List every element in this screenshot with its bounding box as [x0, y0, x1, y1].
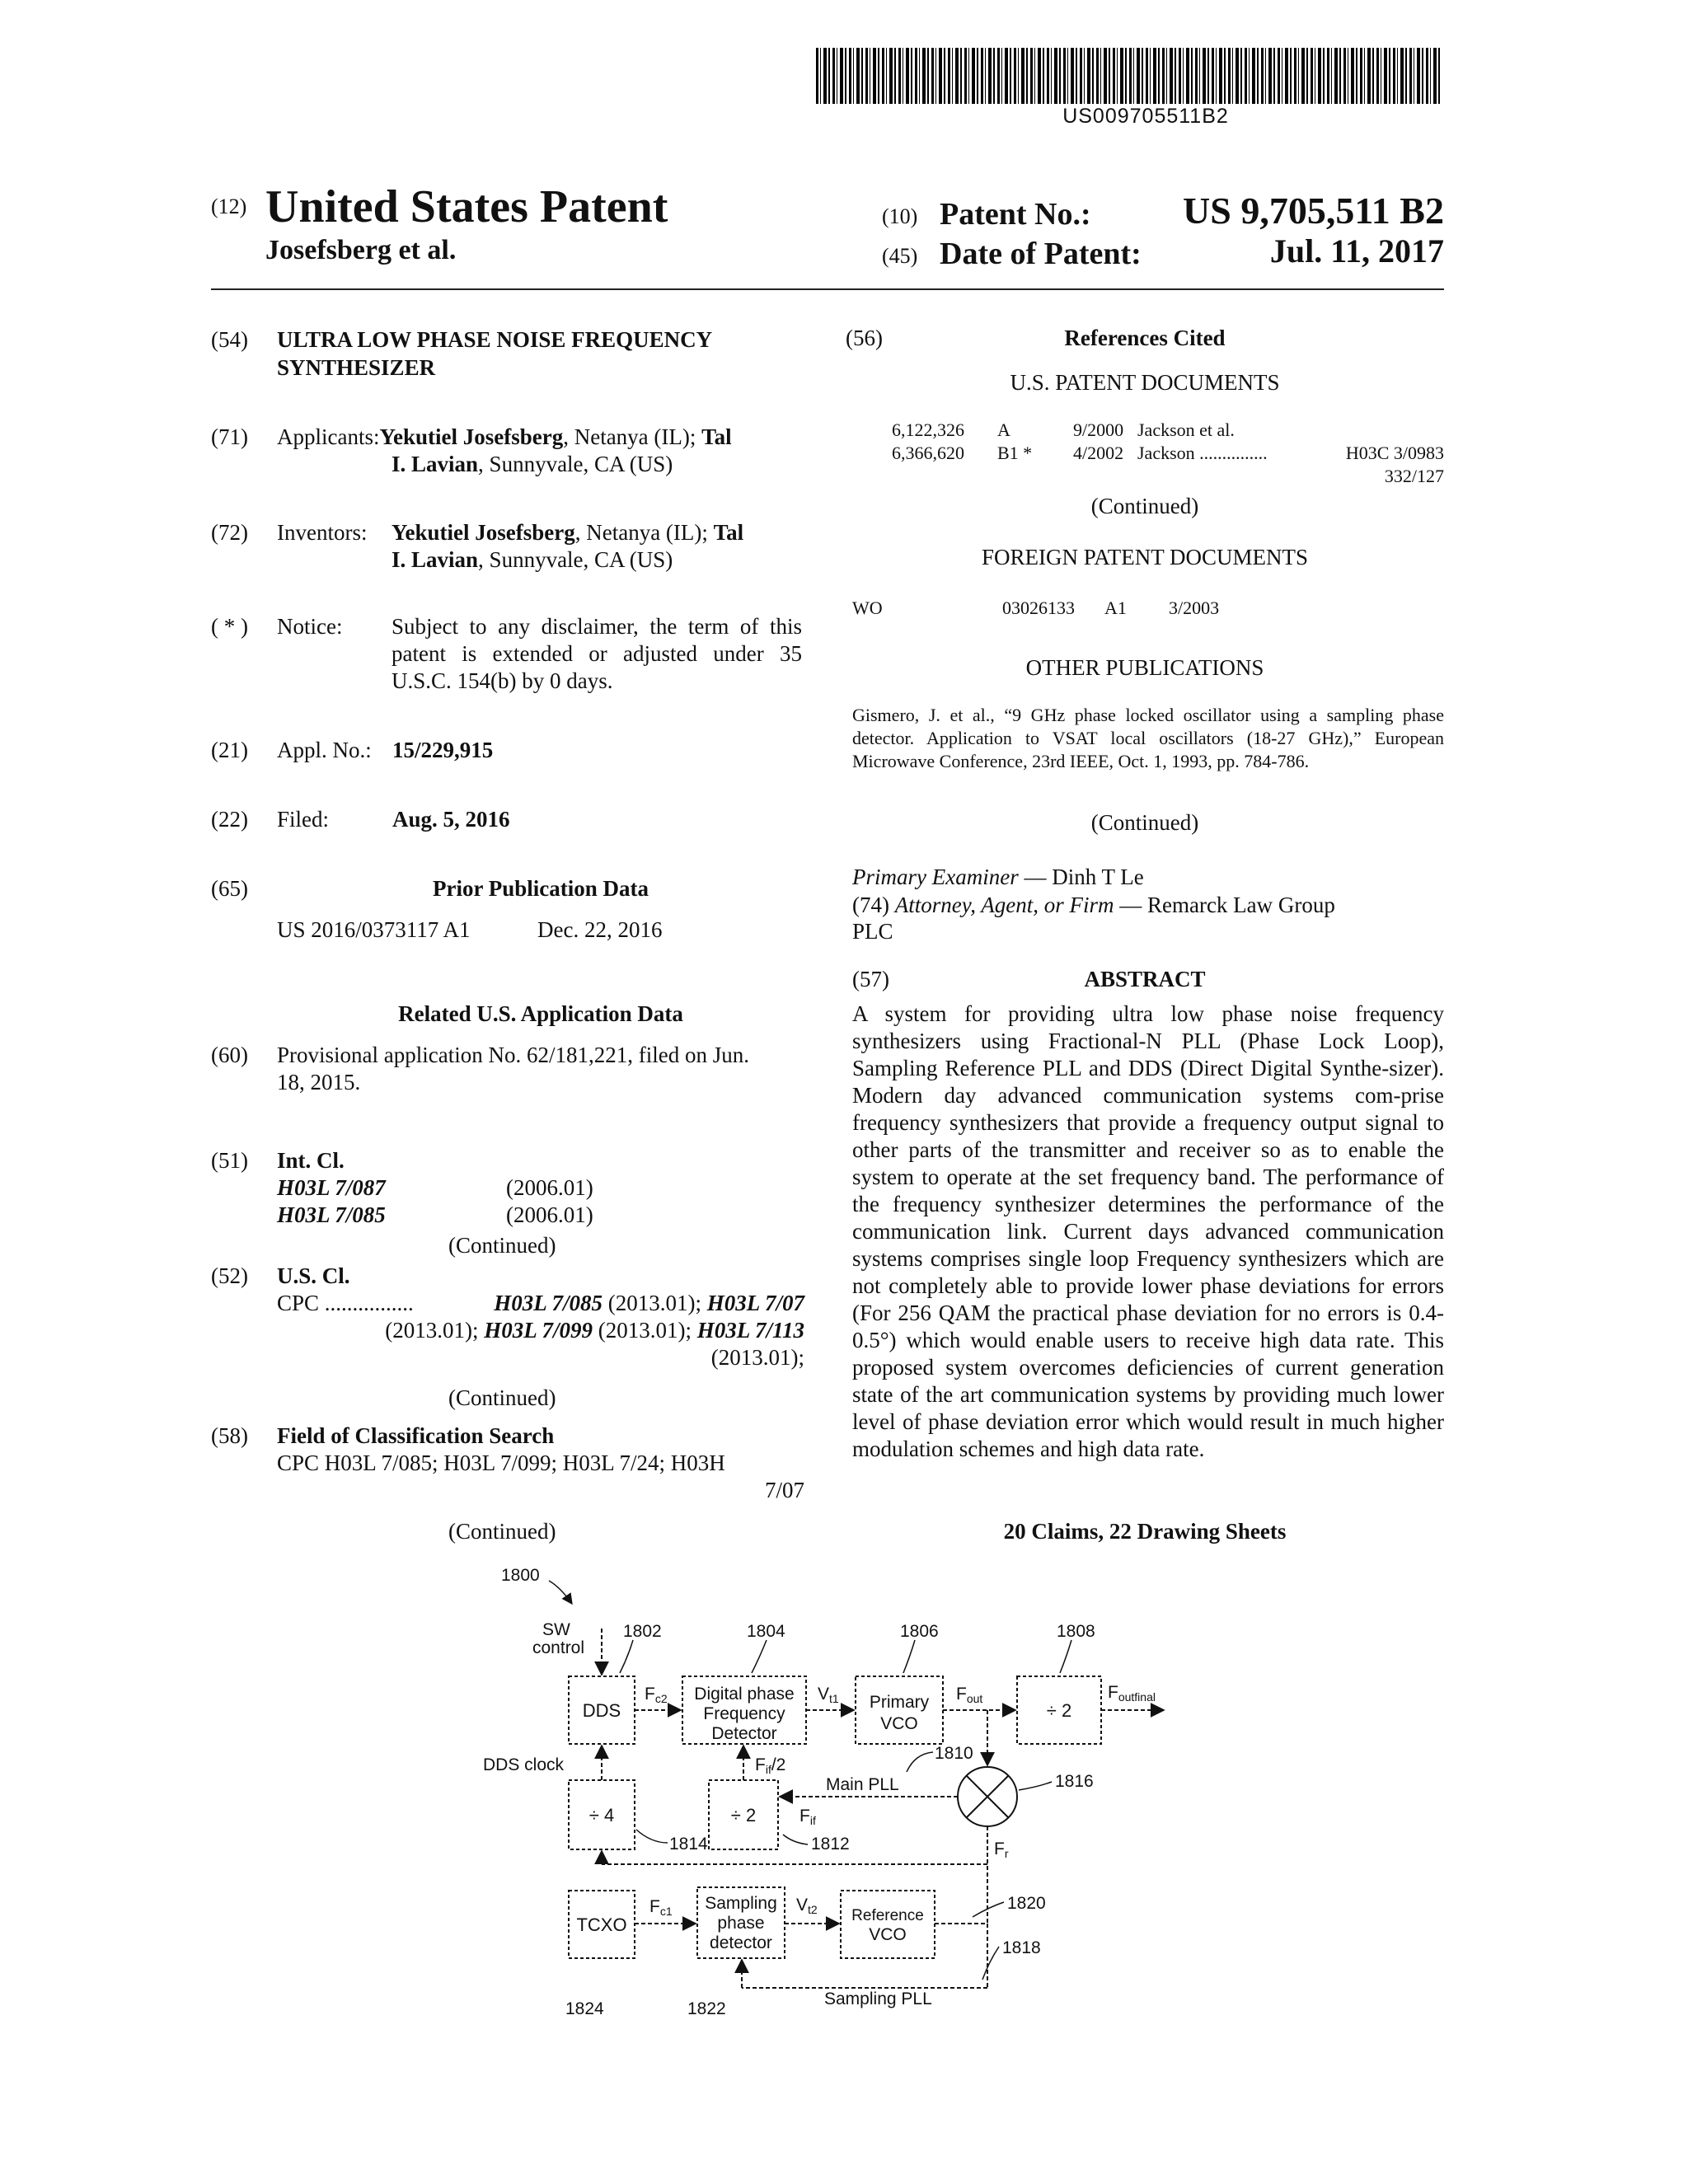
- us-cl-date-a1: (2013.01);: [603, 1291, 707, 1315]
- ref-1818: 1818: [1002, 1938, 1041, 1957]
- sw-control-label-1: SW: [542, 1620, 570, 1639]
- us-ref-kind: A: [997, 419, 1010, 440]
- code-51: (51): [211, 1148, 248, 1173]
- code-notice: ( * ): [211, 614, 248, 639]
- us-ref-name: Jackson et al.: [1137, 419, 1235, 440]
- us-cl-label: U.S. Cl.: [277, 1263, 350, 1288]
- prior-publication-number: US 2016/0373117 A1: [277, 917, 471, 942]
- reference-vco-label-1: Reference: [851, 1907, 924, 1924]
- inventors-label: Inventors:: [277, 520, 368, 545]
- applicant-1-name: Yekutiel Josefsberg: [379, 424, 564, 449]
- inventor-1-name: Yekutiel Josefsberg: [392, 520, 575, 545]
- int-cl-version-1: (2006.01): [506, 1175, 593, 1200]
- sampling-pll-label: Sampling PLL: [824, 1990, 932, 2008]
- applicants-label: Applicants:: [277, 424, 380, 449]
- us-ref-date: 4/2002: [1073, 443, 1124, 463]
- us-cl-date-b2: (2013.01);: [593, 1318, 697, 1343]
- patent-authors: Josefsberg et al.: [265, 235, 457, 265]
- inventor-1-location: , Netanya (IL);: [574, 520, 714, 545]
- reference-vco-block: [841, 1891, 935, 1958]
- phase-detector-label-3: Detector: [711, 1724, 777, 1743]
- field-search-line1: CPC H03L 7/085; H03L 7/099; H03L 7/24; H03H: [277, 1451, 725, 1475]
- us-cl-class-b2: H03L 7/099: [484, 1318, 593, 1343]
- code-52: (52): [211, 1263, 248, 1288]
- prior-publication-date: Dec. 22, 2016: [537, 917, 663, 942]
- phase-detector-label-2: Frequency: [703, 1704, 785, 1723]
- primary-vco-label-2: VCO: [880, 1714, 918, 1733]
- foreign-ref-number: 03026133: [1002, 598, 1075, 618]
- output-divider-label: ÷ 2: [1046, 1700, 1072, 1721]
- int-cl-class-2: H03L 7/085: [277, 1202, 386, 1227]
- code-60: (60): [211, 1043, 248, 1067]
- us-ref-number: 6,366,620: [892, 443, 964, 463]
- sw-control-label-2: control: [532, 1638, 585, 1657]
- provisional-line2: 18, 2015.: [277, 1070, 361, 1094]
- us-cl-class-a2: H03L 7/07: [706, 1291, 804, 1315]
- reference-vco-label-2: VCO: [869, 1925, 907, 1944]
- signal-fout-label: Fout: [956, 1685, 983, 1705]
- ref-1822: 1822: [687, 1999, 726, 2018]
- attorney-name: — Remarck Law Group: [1114, 893, 1335, 917]
- us-ref-kind: B1 *: [997, 443, 1033, 463]
- main-pll-label: Main PLL: [826, 1775, 899, 1794]
- signal-vt2-label: Vt2: [796, 1896, 818, 1916]
- field-search-continued: (Continued): [448, 1519, 556, 1544]
- applicant-2-name-a: Tal: [701, 424, 732, 449]
- applicant-1-location: , Netanya (IL);: [563, 424, 702, 449]
- barcode-number: US009705511B2: [1062, 105, 1229, 128]
- ref-1806: 1806: [900, 1622, 939, 1641]
- other-publications-heading: OTHER PUBLICATIONS: [1025, 655, 1264, 680]
- us-cl-continued: (Continued): [448, 1385, 556, 1410]
- int-cl-class-1: H03L 7/087: [277, 1175, 386, 1200]
- notice-text: Subject to any disclaimer, the term of this patent is extended or adjusted under 35 U.S.C. 154(b) by 0 days.: [392, 614, 802, 693]
- primary-vco-label-1: Primary: [869, 1693, 930, 1712]
- us-cl-date-c1: (2013.01);: [710, 1345, 804, 1370]
- foreign-ref-country: WO: [852, 598, 883, 618]
- us-ref-class: H03C 3/0983: [1345, 443, 1444, 463]
- prior-publication-heading: Prior Publication Data: [433, 876, 649, 901]
- us-ref-name: Jackson ...............: [1137, 443, 1268, 463]
- foreign-ref-date: 3/2003: [1169, 598, 1220, 618]
- applicant-2-name-b: I. Lavian: [392, 452, 479, 476]
- code-71: (71): [211, 424, 248, 449]
- invention-title-line1: ULTRA LOW PHASE NOISE FREQUENCY: [277, 327, 713, 352]
- ref-1814: 1814: [669, 1835, 708, 1854]
- date-of-patent: Jul. 11, 2017: [1269, 232, 1444, 269]
- invention-title-line2: SYNTHESIZER: [277, 355, 436, 380]
- code-72: (72): [211, 520, 248, 545]
- signal-vt1-label: Vt1: [818, 1685, 839, 1705]
- primary-examiner-label: Primary Examiner: [852, 865, 1019, 889]
- phase-detector-label-1: Digital phase: [694, 1685, 795, 1704]
- us-ref-number: 6,122,326: [892, 419, 964, 440]
- us-cl-class-a1: H03L 7/085: [494, 1291, 603, 1315]
- filed-label: Filed:: [277, 807, 330, 832]
- code-45: (45): [882, 244, 918, 268]
- code-65: (65): [211, 876, 248, 901]
- code-21: (21): [211, 738, 248, 762]
- applicant-2-location: , Sunnyvale, CA (US): [478, 452, 673, 476]
- us-ref-date: 9/2000: [1073, 419, 1124, 440]
- other-publication-text: Gismero, J. et al., “9 GHz phase locked oscillator using a sampling phase detector. Application to VSAT local oscillators (18-27 GHz),” European Microwave Conference, 23rd IEEE, Oct. 1, 1993, pp. 784-786.: [852, 705, 1444, 771]
- code-22: (22): [211, 807, 248, 832]
- abstract-heading: ABSTRACT: [1084, 967, 1206, 991]
- ref-1804: 1804: [747, 1622, 785, 1641]
- code-58: (58): [211, 1423, 248, 1448]
- related-data-heading: Related U.S. Application Data: [398, 1001, 683, 1026]
- code-12: (12): [211, 194, 247, 218]
- us-cl-cpc: CPC ................: [277, 1291, 414, 1315]
- field-search-line2: 7/07: [764, 1478, 804, 1502]
- primary-examiner-name: — Dinh T Le: [1018, 865, 1144, 889]
- figure-number: 1800: [501, 1566, 540, 1585]
- signal-fc1-label: Fc1: [649, 1897, 673, 1918]
- references-continued: (Continued): [1090, 494, 1199, 518]
- appl-no-label: Appl. No.:: [277, 738, 372, 762]
- patent-number: US 9,705,511 B2: [1183, 190, 1444, 232]
- inventor-2-name-a: Tal: [713, 520, 744, 545]
- ref-1816: 1816: [1055, 1772, 1094, 1791]
- div4-label: ÷ 4: [588, 1805, 615, 1825]
- notice-label: Notice:: [277, 614, 343, 639]
- references-cited-heading: References Cited: [1064, 326, 1226, 350]
- ref-1808: 1808: [1057, 1622, 1095, 1641]
- inventor-2-location: , Sunnyvale, CA (US): [478, 547, 673, 572]
- field-search-label: Field of Classification Search: [277, 1423, 555, 1448]
- signal-fr-label: Fr: [994, 1840, 1009, 1860]
- attorney-label: Attorney, Agent, or Firm: [894, 893, 1114, 917]
- code-54: (54): [211, 327, 248, 352]
- other-publications-continued: (Continued): [1090, 810, 1199, 835]
- int-cl-label: Int. Cl.: [277, 1148, 345, 1173]
- date-of-patent-label: Date of Patent:: [940, 237, 1142, 271]
- tcxo-label: TCXO: [576, 1915, 627, 1935]
- mixer-cross: [967, 1776, 1008, 1817]
- ref-1820: 1820: [1007, 1894, 1046, 1913]
- sampling-detector-label-3: detector: [710, 1933, 772, 1952]
- ref-1802: 1802: [623, 1622, 662, 1641]
- attorney-line2: PLC: [852, 919, 893, 944]
- sampling-detector-label-1: Sampling: [705, 1894, 777, 1913]
- signal-foutfinal-label: Foutfinal: [1108, 1683, 1156, 1704]
- int-cl-continued: (Continued): [448, 1233, 556, 1258]
- patent-type-title: United States Patent: [265, 181, 668, 232]
- appl-no: 15/229,915: [392, 738, 494, 762]
- us-cl-class-b3: H03L 7/113: [696, 1318, 804, 1343]
- claims-summary: 20 Claims, 22 Drawing Sheets: [1003, 1519, 1287, 1544]
- foreign-patent-documents-heading: FOREIGN PATENT DOCUMENTS: [981, 545, 1309, 569]
- ref-1824: 1824: [565, 1999, 604, 2018]
- dds-label: DDS: [582, 1700, 621, 1721]
- foreign-ref-kind: A1: [1104, 598, 1127, 618]
- code-56: (56): [846, 326, 883, 350]
- us-cl-date-b1: (2013.01);: [385, 1318, 485, 1343]
- ref-1810: 1810: [935, 1744, 973, 1763]
- signal-fc2-label: Fc2: [645, 1685, 668, 1705]
- code-10: (10): [882, 204, 918, 228]
- ref-1812: 1812: [811, 1835, 850, 1854]
- us-ref-class-2: 332/127: [1384, 466, 1444, 486]
- int-cl-version-2: (2006.01): [506, 1202, 593, 1227]
- filed-date: Aug. 5, 2016: [392, 807, 510, 832]
- abstract-text: A system for providing ultra low phase noise frequency synthesizers using Fractional-N PLL (Phase Lock Loop), Sampling Reference PLL and DDS (Direct Digital Synthe-sizer). Modern day advanced communication systems com-prise frequency synthesizers that provide a frequency output signal to other parts of the transmitter and receiver so as to enable the system to operate at the set frequency band. The performance of the frequency synthesizer determines the performance of the communication link. Current days advanced communication systems comprises single loop Frequency synthesizers which are not completely able to provide lower phase deviations for errors (For 256 QAM the practical phase deviation for no errors is 0.4-0.5°) which would enable users to receive high data rate. This proposed system overcomes deficiencies of current generation state of the art communication systems by providing much lower level of phase deviation error which would result in much higher modulation schemes and high data rate.: [852, 1001, 1444, 1461]
- provisional-line1: Provisional application No. 62/181,221, filed on Jun.: [277, 1043, 749, 1067]
- signal-fif-label: Fif: [799, 1807, 816, 1827]
- code-57: (57): [852, 967, 889, 991]
- patent-no-label: Patent No.:: [940, 197, 1091, 232]
- us-patent-documents-heading: U.S. PATENT DOCUMENTS: [1010, 370, 1280, 395]
- code-74: (74): [852, 893, 895, 917]
- inventor-2-name-b: I. Lavian: [392, 547, 479, 572]
- signal-fif2-label: Fif/2: [755, 1755, 786, 1776]
- sampling-detector-label-2: phase: [717, 1914, 765, 1933]
- dds-clock-label: DDS clock: [483, 1755, 565, 1774]
- feedback-divider-label: ÷ 2: [730, 1805, 757, 1825]
